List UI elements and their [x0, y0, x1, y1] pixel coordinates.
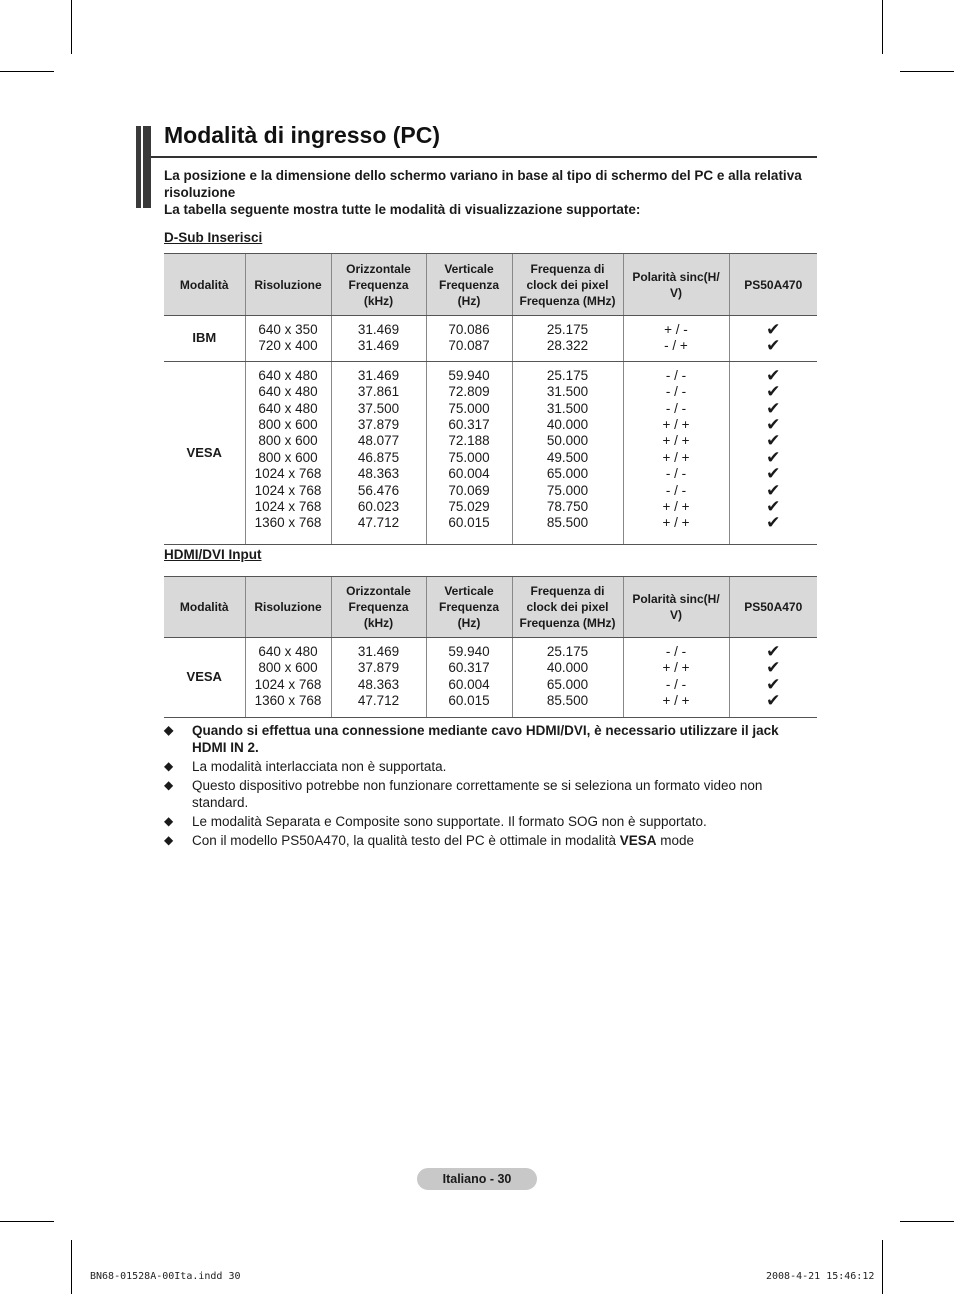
mode-cell: IBM [164, 316, 245, 362]
polarity-cell [623, 361, 729, 544]
hdmi-section-label: HDMI/DVI Input [164, 547, 262, 562]
cell-values: 640 x 480 800 x 600 1024 x 768 1360 x 768 [254, 644, 322, 709]
supported-cell [729, 316, 817, 362]
crop-mark [900, 71, 954, 72]
intro-text [164, 167, 804, 218]
note-text-pre: Con il modello PS50A470, la qualità testo del PC è ottimale in modalità [192, 833, 620, 848]
cell-values: 31.469 37.879 48.363 47.712 [357, 644, 400, 709]
page-title: Modalità di ingresso (PC) [164, 122, 441, 148]
note-text: Le modalità Separata e Composite sono supportate. Il formato SOG non è supportato. [192, 814, 707, 829]
column-header: Verticale Frequenza (Hz) [426, 254, 512, 316]
note-item [164, 813, 814, 830]
h-freq-cell [331, 316, 426, 362]
crop-mark [0, 1221, 54, 1222]
cell-values: 640 x 350 720 x 400 [258, 322, 318, 354]
cell-values: - / - + / + - / - + / + [662, 644, 690, 709]
dsub-modes-table [164, 253, 817, 545]
cell-values: 31.469 37.861 37.500 37.879 48.077 46.875 48.363 56.476 60.023 47.712 [357, 367, 400, 531]
table-row [164, 638, 817, 718]
intro-line-1: La posizione e la dimensione dello schermo variano in base al tipo di schermo del PC e alla relativa risoluzione [164, 168, 802, 200]
hdmi-modes-table [164, 576, 817, 718]
cell-values: + / - - / + [664, 322, 688, 354]
note-item [164, 722, 814, 756]
diamond-bullet-icon: ◆ [164, 759, 174, 773]
crop-mark [882, 1240, 883, 1294]
dsub-section-label: D-Sub Inserisci [164, 230, 263, 245]
footer-filename: BN68-01528A-00Ita.indd 30 [90, 1271, 241, 1282]
crop-mark [882, 0, 883, 54]
h-freq-cell [331, 361, 426, 544]
cell-values: 25.175 28.322 [546, 322, 589, 354]
note-text-post: mode [656, 833, 695, 848]
intro-line-2: La tabella seguente mostra tutte le modalità di visualizzazione supportate: [164, 202, 641, 217]
cell-values: 25.175 40.000 65.000 85.500 [546, 644, 589, 709]
table-row [164, 361, 817, 544]
notes-list [164, 722, 814, 851]
note-item [164, 758, 814, 775]
resolution-cell [245, 316, 331, 362]
checkmark-icon: ✔ ✔ ✔ ✔ [766, 642, 781, 711]
polarity-cell [623, 316, 729, 362]
cell-values: 59.940 60.317 60.004 60.015 [448, 644, 490, 709]
note-text: La modalità interlacciata non è supportata. [192, 759, 447, 774]
checkmark-icon: ✔ ✔ [766, 320, 781, 356]
v-freq-cell [426, 316, 512, 362]
column-header: Modalità [164, 254, 245, 316]
mode-cell: VESA [164, 638, 245, 718]
polarity-cell [623, 638, 729, 718]
column-header: Polarità sinc(H/ V) [623, 254, 729, 316]
supported-cell [729, 361, 817, 544]
table-header-row [164, 254, 817, 316]
supported-cell [729, 638, 817, 718]
note-text: Quando si effettua una connessione mediante cavo HDMI/DVI, è necessario utilizzare il jack HDMI IN 2. [192, 723, 779, 755]
title-rule [151, 156, 817, 158]
note-text: Questo dispositivo potrebbe non funzionare correttamente se si seleziona un formato video non standard. [192, 778, 763, 810]
table-row [164, 316, 817, 362]
cell-values: - / - - / - - / - + / + + / + + / + - / - - / - + / + + / + [662, 367, 690, 531]
column-header: Risoluzione [245, 254, 331, 316]
section-marker-bar [136, 126, 141, 208]
diamond-bullet-icon: ◆ [164, 723, 174, 737]
crop-mark [71, 0, 72, 54]
column-header: PS50A470 [729, 254, 817, 316]
cell-values: 640 x 480 640 x 480 640 x 480 800 x 600 800 x 600 800 x 600 1024 x 768 1024 x 768 1024 x 768 1360 x 768 [254, 367, 322, 531]
note-item [164, 777, 814, 811]
h-freq-cell [331, 638, 426, 718]
footer-timestamp: 2008-4-21 15:46:12 [766, 1271, 875, 1282]
resolution-cell [245, 638, 331, 718]
cell-values: 31.469 31.469 [357, 322, 400, 354]
section-marker-bar [143, 126, 151, 208]
cell-values: 59.940 72.809 75.000 60.317 72.188 75.000 60.004 70.069 75.029 60.015 [448, 367, 490, 531]
pixel-clock-cell [512, 638, 623, 718]
diamond-bullet-icon: ◆ [164, 833, 174, 847]
checkmark-icon: ✔ ✔ ✔ ✔ ✔ ✔ ✔ ✔ ✔ ✔ [766, 365, 781, 533]
pixel-clock-cell [512, 316, 623, 362]
column-header: Verticale Frequenza (Hz) [426, 577, 512, 638]
crop-mark [900, 1221, 954, 1222]
note-item [164, 832, 814, 849]
diamond-bullet-icon: ◆ [164, 814, 174, 828]
resolution-cell [245, 361, 331, 544]
v-freq-cell [426, 361, 512, 544]
table-header-row [164, 577, 817, 638]
column-header: Frequenza di clock dei pixel Frequenza (MHz) [512, 577, 623, 638]
mode-cell: VESA [164, 361, 245, 544]
page-number-badge: Italiano - 30 [417, 1168, 537, 1190]
cell-values: 25.175 31.500 31.500 40.000 50.000 49.500 65.000 75.000 78.750 85.500 [546, 367, 589, 531]
column-header: Risoluzione [245, 577, 331, 638]
crop-mark [0, 71, 54, 72]
crop-mark [71, 1240, 72, 1294]
column-header: Orizzontale Frequenza (kHz) [331, 577, 426, 638]
column-header: Polarità sinc(H/ V) [623, 577, 729, 638]
column-header: Modalità [164, 577, 245, 638]
v-freq-cell [426, 638, 512, 718]
cell-values: 70.086 70.087 [448, 322, 490, 354]
note-text-bold: VESA [619, 833, 657, 848]
column-header: Orizzontale Frequenza (kHz) [331, 254, 426, 316]
column-header: Frequenza di clock dei pixel Frequenza (MHz) [512, 254, 623, 316]
column-header: PS50A470 [729, 577, 817, 638]
diamond-bullet-icon: ◆ [164, 778, 174, 792]
pixel-clock-cell [512, 361, 623, 544]
